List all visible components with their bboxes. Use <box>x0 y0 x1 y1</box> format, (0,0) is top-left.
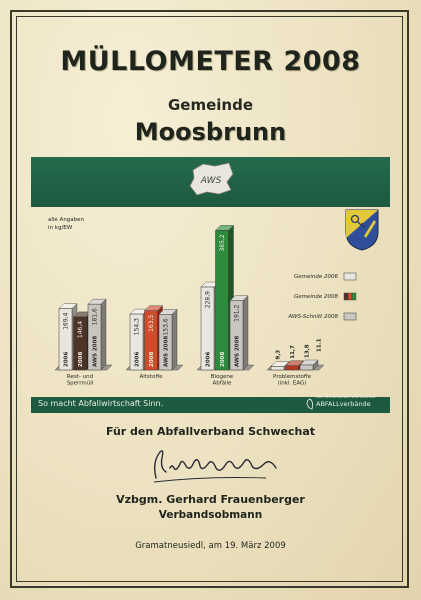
bar-value-label: 9,3 <box>275 349 282 360</box>
bar-value-label: 153,6 <box>162 318 170 336</box>
certificate-title: MÜLLOMETER 2008 <box>60 46 361 77</box>
bar-series-label: 2008 <box>220 351 226 367</box>
association-icon <box>305 398 315 410</box>
legend-label: AWS-Schnitt 2008 <box>288 314 338 320</box>
issuer-line: Für den Abfallverband Schwechat <box>106 425 315 438</box>
legend-label: Gemeinde 2008 <box>293 294 338 300</box>
bar-series-label: AWS 2008 <box>92 335 99 367</box>
slogan: So macht Abfallwirtschaft Sinn. <box>38 399 164 408</box>
bar-value-label: 163,5 <box>148 314 155 332</box>
legend-swatch <box>344 313 356 320</box>
bar-value-label: 154,3 <box>133 318 141 336</box>
signer-name: Vzbgm. Gerhard Frauenberger <box>116 493 305 506</box>
legend-swatch <box>344 273 356 280</box>
aws-logo-text: AWS <box>200 176 222 186</box>
bar-series-label: 2008 <box>149 351 155 367</box>
association-name: ABFALLverbände <box>316 400 371 408</box>
bar-series-label: AWS 2008 <box>163 335 170 367</box>
association-small-text: die niederösterreichischen <box>316 395 376 400</box>
bar-value-label: 181,6 <box>91 308 99 326</box>
signer-role: Verbandsobmann <box>158 509 263 521</box>
bar-series-label: 2006 <box>134 351 141 367</box>
legend-swatch <box>348 293 352 300</box>
category-label: Altstoffe <box>139 374 163 380</box>
bar-value-label: 146,4 <box>77 320 84 339</box>
legend-swatch <box>352 293 356 300</box>
bar-side <box>243 296 248 370</box>
bar <box>286 366 299 370</box>
category-label: Problemstoffe <box>272 374 312 380</box>
units-line-2: in kg/EW <box>48 225 73 231</box>
category-label: Rest- und <box>66 374 94 380</box>
units-line-1: alle Angaben <box>48 217 85 223</box>
bar-side <box>101 299 106 370</box>
category-label: (inkl. EAG) <box>277 380 307 387</box>
bar-value-label: 169,4 <box>62 312 70 330</box>
waste-chart <box>31 207 390 397</box>
bar-value-label: 11,7 <box>290 345 296 359</box>
legend-label: Gemeinde 2006 <box>293 274 338 280</box>
bar-series-label: 2006 <box>205 351 212 367</box>
bar-series-label: 2008 <box>78 351 84 367</box>
extra-value-label: 11.1 <box>316 338 323 352</box>
bar-value-label: 228,9 <box>204 291 212 309</box>
municipality-label: Gemeinde <box>167 96 254 114</box>
association-logo <box>316 394 386 408</box>
handwritten-signature <box>146 442 286 486</box>
bar-series-label: AWS 2008 <box>234 335 241 367</box>
aws-logo <box>185 160 237 198</box>
category-label: Biogene <box>210 374 234 380</box>
municipality-name: Moosbrunn <box>134 118 287 146</box>
bar <box>271 367 284 370</box>
bar-side <box>172 309 177 370</box>
place-and-date: Gramatneusiedl, am 19. März 2009 <box>135 541 286 551</box>
category-label: Abfälle <box>212 380 232 387</box>
bar <box>300 365 313 370</box>
category-label: Sperrmüll <box>66 380 94 387</box>
legend-swatch <box>344 293 348 300</box>
bar-value-label: 13,8 <box>304 344 311 358</box>
bar-value-label: 191,2 <box>233 304 241 322</box>
bar-value-label: 385,2 <box>219 234 226 252</box>
bar-series-label: 2006 <box>63 351 70 367</box>
